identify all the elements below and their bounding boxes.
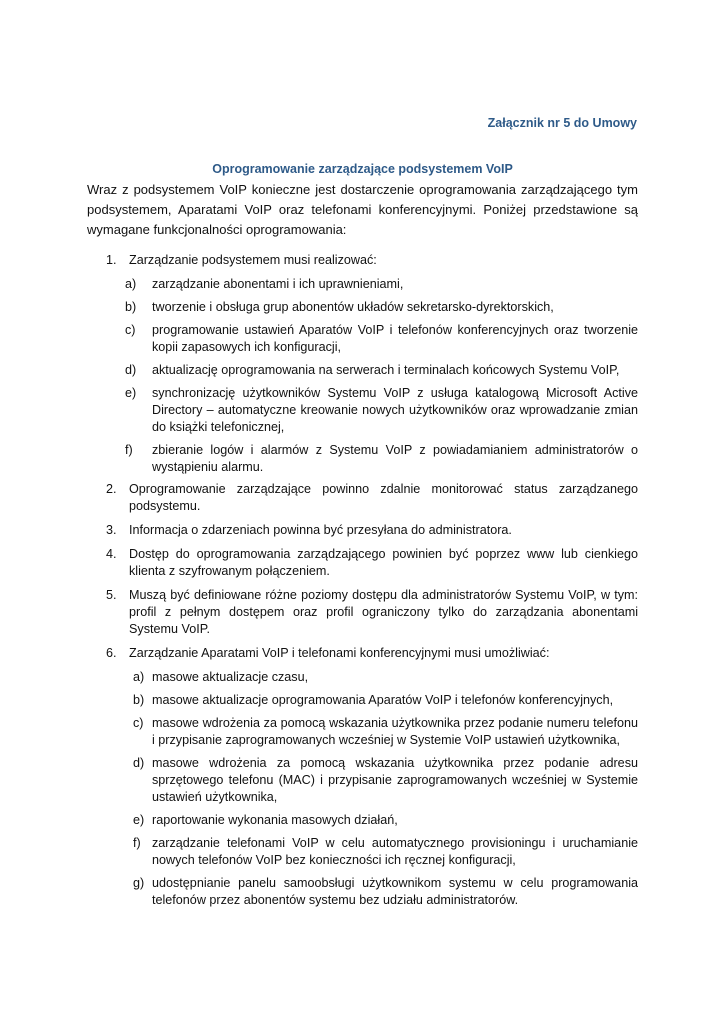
intro-paragraph: Wraz z podsystemem VoIP konieczne jest dostarczenie oprogramowania zarządzającego tym podsystemem, Aparatami VoIP oraz telefonami konferencyjnymi. Poniżej przedstawione są wymagane funkcjonalności oprogramowania: [87,182,638,237]
sub-item [133,835,638,869]
sub-item [133,669,638,686]
sub-item-letter: f) [125,443,133,457]
item-text: Zarządzanie podsystemem musi realizować: [129,253,377,267]
item-number: 6. [106,646,117,660]
sub-item-letter: g) [133,876,145,890]
sub-item-letter: e) [133,813,145,827]
document-title: Oprogramowanie zarządzające podsystemem VoIP [212,162,513,176]
sub-item [125,299,638,316]
sub-item [125,322,638,356]
sub-item-text: masowe aktualizacje czasu, [152,670,309,684]
sub-item-text: masowe wdrożenia za pomocą wskazania użytkownika przez podanie numeru telefonu i przypisanie zaprogramowanych wcześniej w Systemie VoIP ustawień użytkownika, [152,716,638,747]
sub-item-letter: a) [125,277,137,291]
sub-item-text: udostępnianie panelu samoobsługi użytkownikom systemu w celu programowania telefonów przez abonentów systemu bez udziału administratorów. [152,876,638,907]
sub-item-letter: f) [133,836,141,850]
item-number: 5. [106,588,117,602]
item-number: 4. [106,547,117,561]
sub-item-text: raportowanie wykonania masowych działań, [152,813,398,827]
sub-item-text: synchronizację użytkowników Systemu VoIP z usługa katalogową Microsoft Active Directory – automatyczne kreowanie nowych użytkowników oraz wprowadzanie zmian do książki telefonicznej, [152,386,638,434]
sub-item [133,755,638,806]
sub-item [133,715,638,749]
sub-item-text: zbieranie logów i alarmów z Systemu VoIP z powiadamianiem administratorów o wystąpieniu alarmu. [152,443,638,474]
item-text: Zarządzanie Aparatami VoIP i telefonami konferencyjnymi musi umożliwiać: [129,646,550,660]
sub-item-text: zarządzanie telefonami VoIP w celu automatycznego provisioningu i uruchamianie nowych telefonów VoIP bez konieczności ich ręcznej konfiguracji, [152,836,638,867]
sub-item [133,812,638,829]
requirements-list-part-2 [87,481,638,915]
item-number: 2. [106,482,117,496]
sub-item-letter: b) [125,300,137,314]
sub-item-text: aktualizację oprogramowania na serwerach i terminalach końcowych Systemu VoIP, [152,363,620,377]
sub-item-text: masowe wdrożenia za pomocą wskazania użytkownika przez podanie adresu sprzętowego telefonu (MAC) i przypisanie zaprogramowanych wcześniej w Systemie ustawień użytkownika, [152,756,638,804]
list-item [87,481,638,515]
item-number: 1. [106,253,117,267]
sub-item [125,276,638,293]
item-text: Muszą być definiowane różne poziomy dostępu dla administratorów Systemu VoIP, w tym: profil z pełnym dostępem oraz profil ograniczony tylko do zarządzania abonentami Systemu VoIP. [129,588,638,636]
sub-item-text: programowanie ustawień Aparatów VoIP i telefonów konferencyjnych oraz tworzenie kopii zapasowych ich konfiguracji, [152,323,638,354]
sub-item-letter: e) [125,386,137,400]
item-text: Dostęp do oprogramowania zarządzającego powinien być poprzez www lub cienkiego klienta z szyfrowanym połączeniem. [129,547,638,578]
sub-item [125,362,638,379]
list-item [87,587,638,638]
list-item [87,252,638,269]
requirements-list-part-1 [87,252,638,482]
sub-item-text: masowe aktualizacje oprogramowania Aparatów VoIP i telefonów konferencyjnych, [152,693,614,707]
sub-item [125,385,638,436]
item-number: 3. [106,523,117,537]
sub-item-letter: c) [133,716,144,730]
sub-item [133,692,638,709]
sub-item-text: zarządzanie abonentami i ich uprawnieniami, [152,277,404,291]
annex-label: Załącznik nr 5 do Umowy [487,116,637,130]
sub-item-letter: c) [125,323,136,337]
sub-item [133,875,638,909]
item-text: Informacja o zdarzeniach powinna być przesyłana do administratora. [129,523,512,537]
list-item [87,522,638,539]
sub-item-letter: b) [133,693,145,707]
sub-item-letter: d) [133,756,145,770]
sub-item-letter: a) [133,670,145,684]
sub-item [125,442,638,476]
sub-item-letter: d) [125,363,137,377]
item-text: Oprogramowanie zarządzające powinno zdalnie monitorować status zarządzanego podsystemu. [129,482,638,513]
list-item [87,645,638,662]
sub-item-text: tworzenie i obsługa grup abonentów układów sekretarsko-dyrektorskich, [152,300,554,314]
list-item [87,546,638,580]
